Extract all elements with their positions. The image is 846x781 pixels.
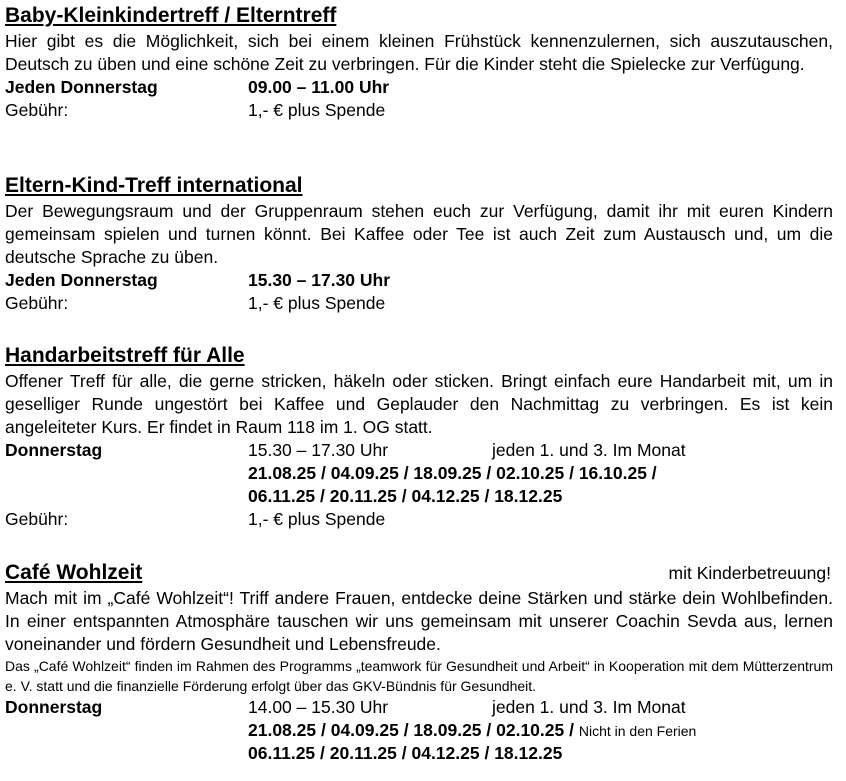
fee-row <box>5 99 833 122</box>
day-label: Jeden Donnerstag <box>5 270 158 290</box>
fee-row <box>5 508 833 531</box>
section-title: Baby-Kleinkindertreff / Elterntreff <box>5 4 337 27</box>
section-title: Café Wohlzeit <box>5 561 143 584</box>
day-label: Jeden Donnerstag <box>5 77 158 97</box>
time-value: 09.00 – 11.00 Uhr <box>248 77 390 97</box>
section-description: Offener Treff für alle, die gerne stricken, häkeln oder sticken. Bringt einfach eure Handarbeit mit, um in geselliger Runde ungestört bei Kaffee und Geplauder den Nachmittag zu verbringen. Es ist kein angeleiteter Kurs. Er findet in Raum 118 im 1. OG statt. <box>5 371 833 437</box>
fee-value: 1,- € plus Spende <box>248 293 386 313</box>
schedule-row <box>5 696 833 719</box>
dates-line-1: 21.08.25 / 04.09.25 / 18.09.25 / 02.10.25 / <box>248 720 574 740</box>
section-cafe-wohlzeit <box>5 561 833 765</box>
fee-row <box>5 292 833 315</box>
dates-line-2: 06.11.25 / 20.11.25 / 04.12.25 / 18.12.25 <box>248 486 563 506</box>
section-handarbeitstreff <box>5 344 833 531</box>
frequency-value: jeden 1. und 3. Im Monat <box>492 440 686 460</box>
day-label: Donnerstag <box>5 697 103 717</box>
section-description: Mach mit im „Café Wohlzeit“! Triff andere Frauen, entdecke deine Stärken und stärke dein Wohlbefinden. In einer entspannten Atmosphäre tauschen wir uns gemeinsam mit unserer Coachin Sevda aus, lernen voneinander und fördern Gesundheit und Lebensfreude. <box>5 588 833 654</box>
section-description: Hier gibt es die Möglichkeit, sich bei einem kleinen Frühstück kennenzulernen, sich auszutauschen, Deutsch zu üben und eine schöne Zeit zu verbringen. Für die Kinder steht die Spielecke zur Verfügung. <box>5 31 833 74</box>
section-title: Handarbeitstreff für Alle <box>5 344 245 367</box>
section-title: Eltern-Kind-Treff international <box>5 174 303 197</box>
dates-row <box>5 485 833 508</box>
section-baby-kleinkindertreff <box>5 4 833 122</box>
schedule-row <box>5 439 833 462</box>
fee-value: 1,- € plus Spende <box>248 100 386 120</box>
dates-line-1-wrap <box>248 719 696 743</box>
fee-label: Gebühr: <box>5 100 69 120</box>
time-value: 14.00 – 15.30 Uhr <box>248 697 389 717</box>
section-eltern-kind-treff <box>5 174 833 315</box>
frequency-value: jeden 1. und 3. Im Monat <box>492 697 686 717</box>
section-description: Der Bewegungsraum und der Gruppenraum stehen euch zur Verfügung, damit ihr mit euren Kindern gemeinsam spielen und turnen könnt. Bei Kaffee oder Tee ist auch Zeit zum Austausch und, um die deutsche Sprache zu üben. <box>5 201 833 267</box>
schedule-row <box>5 269 833 292</box>
fee-value: 1,- € plus Spende <box>248 509 386 529</box>
funding-note: Das „Café Wohlzeit“ finden im Rahmen des Programms „teamwork für Gesundheit und Arbeit“ in Kooperation mit dem Mütterzentrum e. V. statt und die finanzielle Förderung erfolgt über das GKV-Bündnis für Gesundheit. <box>5 658 833 694</box>
dates-line-2: 06.11.25 / 20.11.25 / 04.12.25 / 18.12.25 <box>248 743 563 763</box>
dates-row <box>5 742 833 765</box>
holiday-note: Nicht in den Ferien <box>578 723 697 739</box>
dates-line-1: 21.08.25 / 04.09.25 / 18.09.25 / 02.10.25 / 16.10.25 / <box>248 463 657 483</box>
schedule-row <box>5 76 833 99</box>
dates-row <box>5 719 833 742</box>
time-value: 15.30 – 17.30 Uhr <box>248 270 391 290</box>
dates-row <box>5 462 833 485</box>
time-value: 15.30 – 17.30 Uhr <box>248 440 389 460</box>
fee-label: Gebühr: <box>5 509 69 529</box>
fee-label: Gebühr: <box>5 293 69 313</box>
section-title-row <box>5 561 833 587</box>
childcare-note: mit Kinderbetreuung! <box>668 563 831 583</box>
day-label: Donnerstag <box>5 440 103 460</box>
